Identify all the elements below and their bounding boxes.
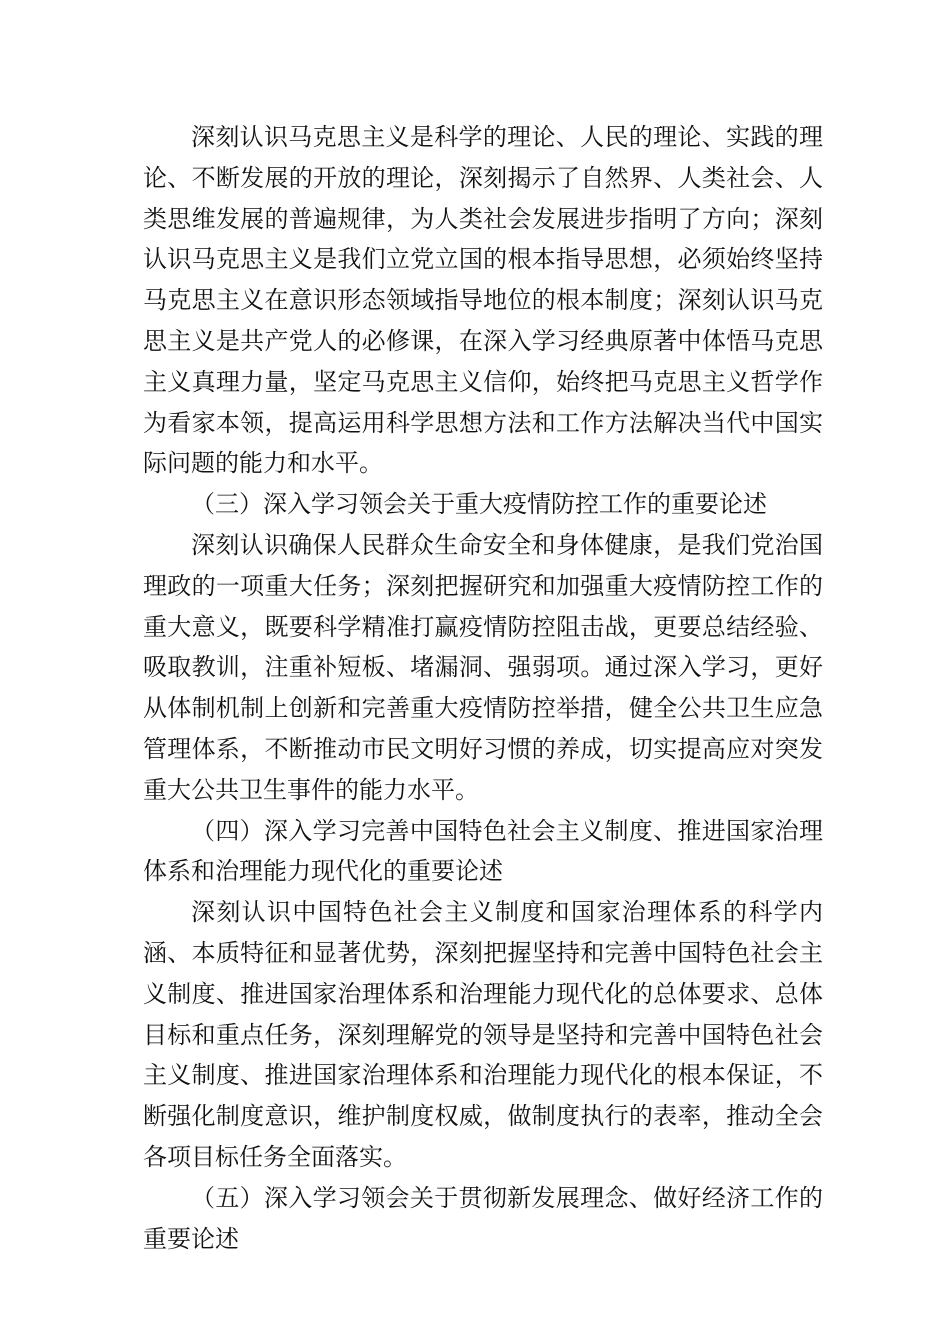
section-heading-four: （四）深入学习完善中国特色社会主义制度、推进国家治理体系和治理能力现代化的重要论述 [143,816,823,886]
section-heading-three: （三）深入学习领会关于重大疫情防控工作的重要论述 [191,490,767,519]
paragraph-epidemic-prevention: 深刻认识确保人民群众生命安全和身体健康，是我们党治国理政的一项重大任务；深刻把握研究和加强重大疫情防控工作的重大意义，既要科学精准打赢疫情防控阻击战，更要总结经验、吸取教训，注重补短板、堵漏洞、强弱项。通过深入学习，更好从体制机制上创新和完善重大疫情防控举措，健全公共卫生应急管理体系，不断推动市民文明好习惯的养成，切实提高应对突发重大公共卫生事件的能力水平。 [143,530,823,804]
document-body [143,117,823,1259]
section-heading-five: （五）深入学习领会关于贯彻新发展理念、做好经济工作的重要论述 [143,1183,823,1253]
paragraph-governance-system: 深刻认识中国特色社会主义制度和国家治理体系的科学内涵、本质特征和显著优势，深刻把握坚持和完善中国特色社会主义制度、推进国家治理体系和治理能力现代化的总体要求、总体目标和重点任务，深刻理解党的领导是坚持和完善中国特色社会主义制度、推进国家治理体系和治理能力现代化的根本保证，不断强化制度意识，维护制度权威，做制度执行的表率，推动全会各项目标任务全面落实。 [143,898,823,1171]
paragraph-marxism: 深刻认识马克思主义是科学的理论、人民的理论、实践的理论、不断发展的开放的理论，深刻揭示了自然界、人类社会、人类思维发展的普遍规律，为人类社会发展进步指明了方向；深刻认识马克思主义是我们立党立国的根本指导思想，必须始终坚持马克思主义在意识形态领域指导地位的根本制度；深刻认识马克思主义是共产党人的必修课，在深入学习经典原著中体悟马克思主义真理力量，坚定马克思主义信仰，始终把马克思主义哲学作为看家本领，提高运用科学思想方法和工作方法解决当代中国实际问题的能力和水平。 [143,123,823,478]
